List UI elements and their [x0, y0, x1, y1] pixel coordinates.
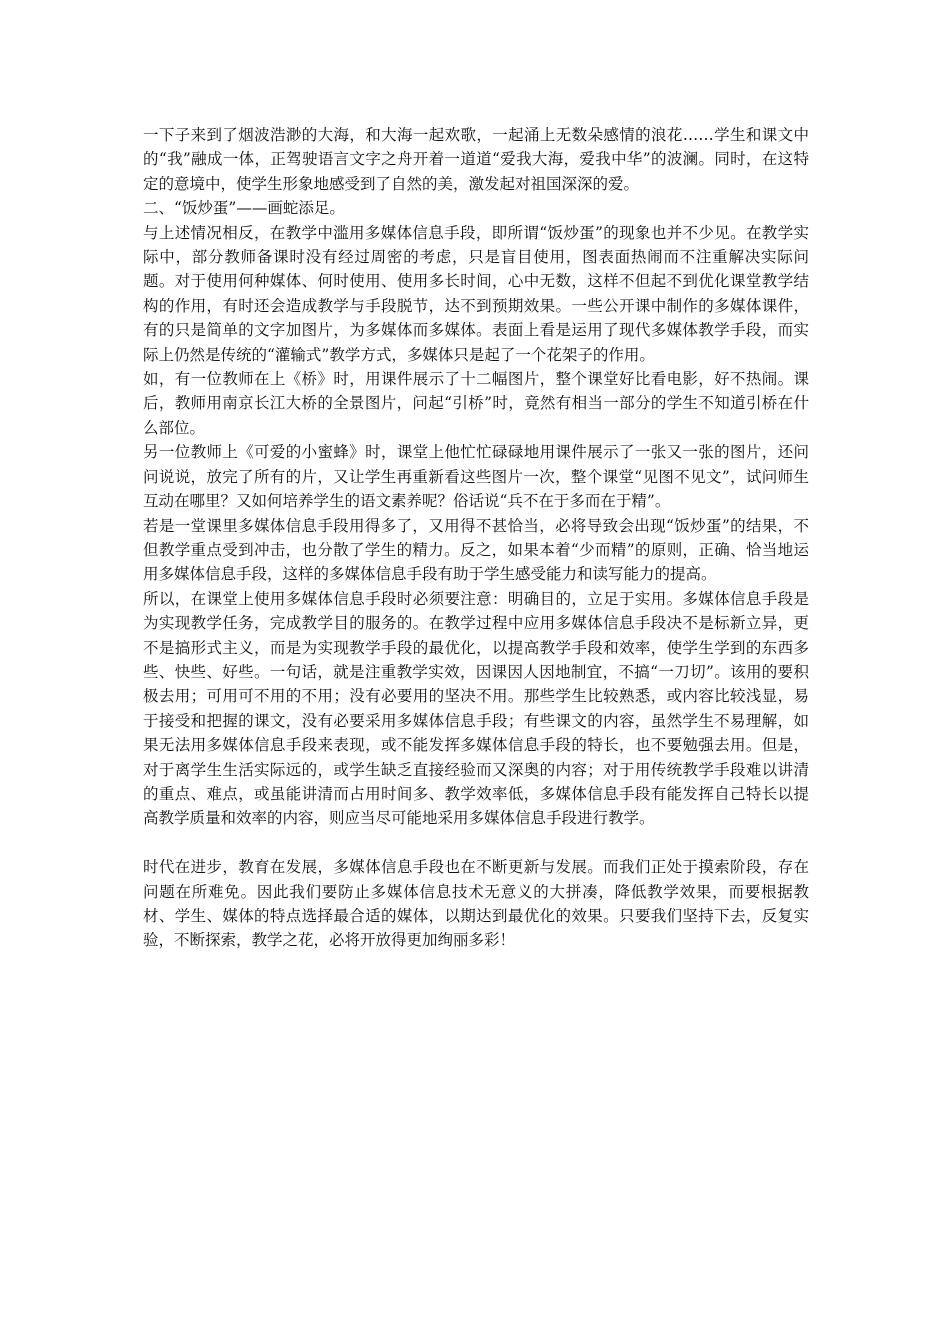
section-heading-2: 二、“饭炒蛋”——画蛇添足。	[143, 199, 345, 218]
paragraph-misuse: 与上述情况相反，在教学中滥用多媒体信息手段，即所谓“饭炒蛋”的现象也并不少见。在教学实际中，部分教师备课时没有经过周密的考虑，只是盲目使用，图表面热闹而不注重解决实际问题。对于使用何种媒体、何时使用、使用多长时间，心中无数，这样不但起不到优化课堂教学结构的作用，有时还会造成教学与手段脱节，达不到预期效果。一些公开课中制作的多媒体课件，有的只是简单的文字加图片，为多媒体而多媒体。表面上看是运用了现代多媒体教学手段，而实际上仍然是传统的“灌输式”教学方式，多媒体只是起了一个花架子的作用。	[143, 223, 809, 364]
paragraph-conclusion: 时代在进步，教育在发展，多媒体信息手段也在不断更新与发展。而我们正处于摸索阶段，存在问题在所难免。因此我们要防止多媒体信息技术无意义的大拼凑，降低教学效果，而要根据教材、学生、媒体的特点选择最合适的媒体，以期达到最优化的效果。只要我们坚持下去，反复实验，不断探索，教学之花，必将开放得更加绚丽多彩！	[143, 858, 809, 950]
paragraph-overuse: 若是一堂课里多媒体信息手段用得多了，又用得不甚恰当，必将导致会出现“饭炒蛋”的结果，不但教学重点受到冲击，也分散了学生的精力。反之，如果本着“少而精”的原则，正确、恰当地运用多媒体信息手段，这样的多媒体信息手段有助于学生感受能力和读写能力的提高。	[143, 516, 809, 584]
document-body	[143, 123, 809, 953]
paragraph-guidelines: 所以，在课堂上使用多媒体信息手段时必须要注意：明确目的，立足于实用。多媒体信息手段是为实现教学任务，完成教学目的服务的。在教学过程中应用多媒体信息手段决不是标新立异，更不是搞形式主义，而是为实现教学手段的最优化，以提高教学手段和效率，使学生学到的东西多些、快些、好些。一句话，就是注重教学实效，因课因人因地制宜，不搞“一刀切”。该用的要积极去用；可用可不用的不用；没有必要用的坚决不用。那些学生比较熟悉，或内容比较浅显，易于接受和把握的课文，没有必要采用多媒体信息手段；有些课文的内容，虽然学生不易理解，如果无法用多媒体信息手段来表现，或不能发挥多媒体信息手段的特长，也不要勉强去用。但是，对于离学生生活实际远的，或学生缺乏直接经验而又深奥的内容；对于用传统教学手段难以讲清的重点、难点，或虽能讲清而占用时间多、教学效率低，多媒体信息手段有能发挥自己特长以提高教学质量和效率的内容，则应当尽可能地采用多媒体信息手段进行教学。	[143, 589, 809, 828]
paragraph-bridge-example: 如，有一位教师在上《桥》时，用课件展示了十二幅图片，整个课堂好比看电影，好不热闹。课后，教师用南京长江大桥的全景图片，问起“引桥”时，竟然有相当一部分的学生不知道引桥在什么部位。	[143, 370, 809, 437]
paragraph-sea-intro: 一下子来到了烟波浩渺的大海，和大海一起欢歌，一起涌上无数朵感情的浪花……学生和课文中的“我”融成一体，正驾驶语言文字之舟开着一道道“爱我大海，爱我中华”的波澜。同时，在这特定的意境中，使学生形象地感受到了自然的美，激发起对祖国深深的爱。	[143, 126, 809, 193]
paragraph-bee-example: 另一位教师上《可爱的小蜜蜂》时，课堂上他忙忙碌碌地用课件展示了一张又一张的图片，还问问说说，放完了所有的片，又让学生再重新看这些图片一次，整个课堂“见图不见文”，试问师生互动在哪里？又如何培养学生的语文素养呢？俗话说“兵不在于多而在于精”。	[143, 443, 809, 511]
paragraph-spacer	[143, 831, 809, 855]
